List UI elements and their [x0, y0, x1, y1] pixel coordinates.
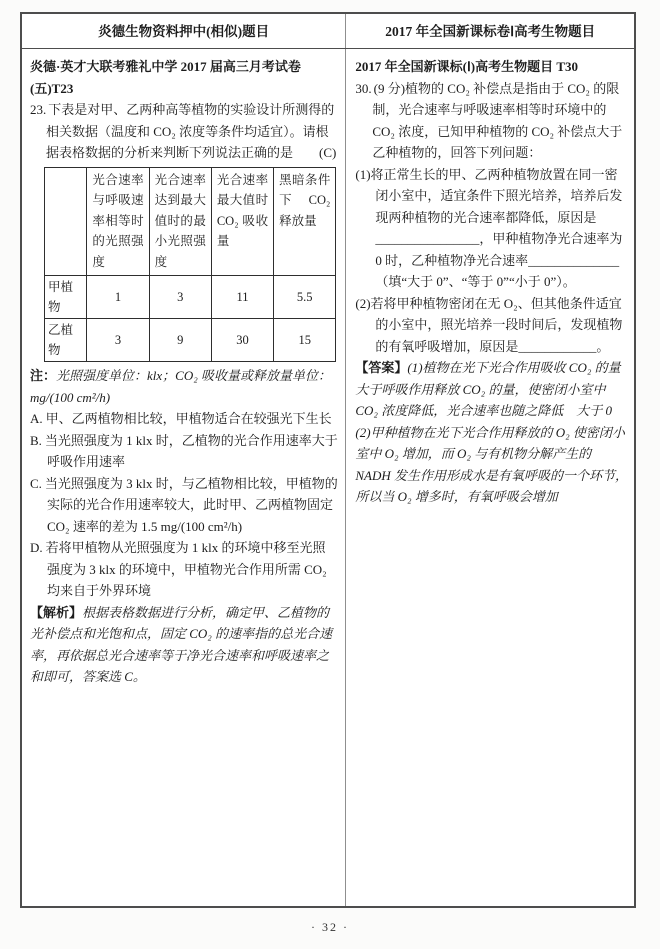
option-b-label: B.: [30, 432, 42, 448]
option-c-label: C.: [30, 475, 42, 491]
sub-question-2-label: (2): [355, 295, 371, 311]
note-label: 注：: [30, 368, 57, 383]
cell-value: 30: [211, 319, 273, 362]
cell-value: 11: [211, 276, 273, 319]
table-corner-cell: [45, 167, 87, 276]
left-source-title: 炎德·英才大联考雅礼中学 2017 届高三月考试卷(五)T23: [30, 59, 301, 96]
option-d-text: 若将甲植物从光照强度为 1 klx 的环境中移至光照强度为 3 klx 的环境中，甲植物光合作用所需 CO₂ 均来自于外界环境: [45, 540, 327, 598]
right-column-gaokao-question: [346, 49, 634, 906]
option-a-label: A.: [30, 411, 43, 426]
note-text: 光照强度单位：klx；CO₂ 吸收量或释放量单位：mg/(100 cm²/h): [30, 368, 331, 405]
left-column-similar-question: [22, 49, 346, 906]
table-row-plant-yi: [45, 319, 336, 362]
option-b: [30, 430, 338, 473]
sub-question-2-text: 若将甲种植物密闭在无 O₂、但其他条件适宜的小室中，照光培养一段时间后，发现植物的有氧呼吸增加，原因是____________。: [370, 295, 623, 354]
analysis-paragraph: [30, 602, 338, 688]
analysis-text: 根据表格数据进行分析，确定甲、乙植物的光补偿点和光饱和点，固定 CO₂ 的速率指的总光合速率，再依据总光合速率等于净光合速率和呼吸速率之和即可，答案选 C。: [30, 604, 333, 684]
cell-value: 15: [274, 319, 336, 362]
row-label: 乙植物: [45, 319, 87, 362]
right-source-title: 2017 年全国新课标(Ⅰ)高考生物题目 T30: [355, 59, 579, 74]
option-d-label: D.: [30, 540, 43, 555]
table-header-row: [45, 167, 336, 276]
page-number: · 32 ·: [311, 920, 349, 934]
table-col-header-4: 黑暗条件下 CO₂ 释放量: [274, 167, 336, 276]
cell-value: 1: [87, 276, 149, 319]
sub-question-1: [355, 164, 628, 293]
question-30: [355, 78, 628, 164]
option-b-text: 当光照强度为 1 klx 时，乙植物的光合作用速率大于呼吸作用速率: [44, 432, 338, 469]
sub-question-1-text: 将正常生长的甲、乙两种植物放置在同一密闭小室中，适宜条件下照光培养，培养后发现两种植物的光合速率都降低，原因是________________，甲种植物净光合速率为 0 时，乙种植物净光合速率______________（填“大于 0”、“等于 0”“小于 0”）。: [370, 166, 623, 289]
question-23-answer-letter: (C): [319, 145, 337, 160]
option-c-text: 当光照强度为 3 klx 时，与乙植物相比较，甲植物的实际的光合作用速率较大，此时甲、乙两植物固定 CO₂ 速率的差为 1.5 mg/(100 cm²/h): [44, 475, 338, 534]
cell-value: 5.5: [274, 276, 336, 319]
cell-value: 3: [87, 319, 149, 362]
row-label: 甲植物: [45, 276, 87, 319]
table-row-plant-jia: [45, 276, 336, 319]
header-row: [22, 14, 634, 49]
option-a-text: 甲、乙两植物相比较，甲植物适合在较强光下生长: [45, 411, 332, 426]
exam-comparison-sheet: [20, 12, 636, 908]
question-23-text: 下表是对甲、乙两种高等植物的实验设计所测得的相关数据（温度和 CO₂ 浓度等条件均适宜）。请根据表格数据的分析来判断下列说法正确的是: [46, 102, 335, 160]
option-c: [30, 473, 338, 538]
option-a: [30, 408, 338, 430]
sub-question-1-label: (1): [355, 166, 371, 182]
answer-text: (1)植物在光下光合作用吸收 CO₂ 的量大于呼吸作用释放 CO₂ 的量，使密闭小室中 CO₂ 浓度降低，光合速率也随之降低 大于 0 (2)甲种植物在光下光合作用释放的 O₂ 使密闭小室中 O₂ 增加，而 O₂ 与有机物分解产生的 NADH 发生作用形成水是有氧呼吸的一个环节，所以当 O₂ 增多时，有氧呼吸会增加: [355, 360, 628, 504]
answer-paragraph: [355, 357, 628, 508]
header-left-title: 炎德生物资料押中(相似)题目: [22, 14, 346, 48]
question-30-text: (9 分)植物的 CO₂ 补偿点是指由于 CO₂ 的限制，光合速率与呼吸速率相等时环境中的 CO₂ 浓度，已知甲种植物的 CO₂ 补偿点大于乙种植物的，回答下列问题：: [372, 80, 623, 160]
table-col-header-2: 光合速率达到最大值时的最小光照强度: [149, 167, 211, 276]
table-col-header-1: 光合速率与呼吸速率相等时的光照强度: [87, 167, 149, 276]
answer-label: 【答案】: [355, 360, 408, 375]
option-d: [30, 537, 338, 602]
question-30-number: 30.: [355, 80, 372, 96]
header-right-title: 2017 年全国新课标卷Ⅰ高考生物题目: [385, 24, 596, 39]
analysis-label: 【解析】: [30, 604, 83, 620]
question-23-number: 23.: [30, 102, 47, 117]
cell-value: 3: [149, 276, 211, 319]
question-23: [30, 99, 338, 164]
content-row: [22, 49, 634, 906]
cell-value: 9: [149, 319, 211, 362]
experiment-data-table: [44, 167, 336, 363]
table-note: [30, 365, 338, 408]
table-col-header-3: 光合速率最大值时 CO₂ 吸收量: [211, 167, 273, 276]
sub-question-2: [355, 293, 628, 358]
